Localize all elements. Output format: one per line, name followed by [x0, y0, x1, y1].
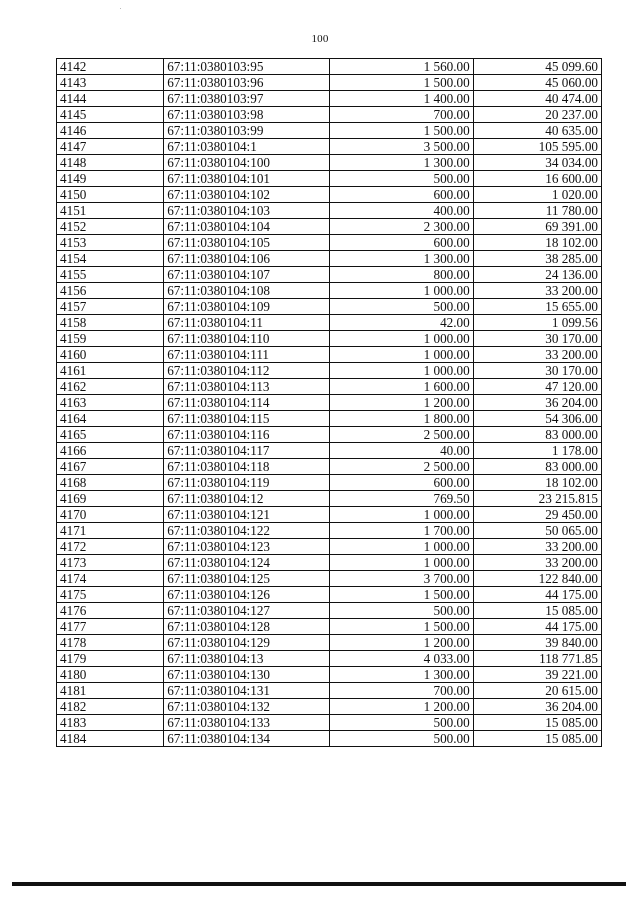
row-number-cell: 4169: [57, 491, 164, 507]
area-cell: 1 300.00: [330, 155, 473, 171]
area-cell: 1 200.00: [330, 699, 473, 715]
value-cell: 40 474.00: [473, 91, 601, 107]
cadastral-number-cell: 67:11:0380103:99: [164, 123, 330, 139]
value-cell: 30 170.00: [473, 331, 601, 347]
table-row: [57, 107, 602, 123]
scan-speck: [120, 8, 121, 9]
cadastral-number-cell: 67:11:0380104:13: [164, 651, 330, 667]
area-cell: 1 200.00: [330, 395, 473, 411]
cadastral-number-cell: 67:11:0380104:125: [164, 571, 330, 587]
row-number-cell: 4173: [57, 555, 164, 571]
value-cell: 105 595.00: [473, 139, 601, 155]
cadastral-number-cell: 67:11:0380103:96: [164, 75, 330, 91]
table-row: [57, 315, 602, 331]
value-cell: 47 120.00: [473, 379, 601, 395]
area-cell: 600.00: [330, 187, 473, 203]
area-cell: 1 500.00: [330, 123, 473, 139]
table-row: [57, 571, 602, 587]
value-cell: 44 175.00: [473, 619, 601, 635]
row-number-cell: 4149: [57, 171, 164, 187]
cadastral-number-cell: 67:11:0380103:95: [164, 59, 330, 75]
cadastral-number-cell: 67:11:0380104:124: [164, 555, 330, 571]
area-cell: 400.00: [330, 203, 473, 219]
area-cell: 1 800.00: [330, 411, 473, 427]
area-cell: 500.00: [330, 299, 473, 315]
cadastral-number-cell: 67:11:0380104:121: [164, 507, 330, 523]
value-cell: 83 000.00: [473, 459, 601, 475]
cadastral-number-cell: 67:11:0380104:102: [164, 187, 330, 203]
area-cell: 700.00: [330, 107, 473, 123]
value-cell: 54 306.00: [473, 411, 601, 427]
row-number-cell: 4151: [57, 203, 164, 219]
table-row: [57, 123, 602, 139]
table-row: [57, 491, 602, 507]
row-number-cell: 4182: [57, 699, 164, 715]
table-row: [57, 347, 602, 363]
table-row: [57, 619, 602, 635]
row-number-cell: 4146: [57, 123, 164, 139]
value-cell: 11 780.00: [473, 203, 601, 219]
area-cell: 1 500.00: [330, 75, 473, 91]
table-row: [57, 75, 602, 91]
table-row: [57, 539, 602, 555]
row-number-cell: 4144: [57, 91, 164, 107]
area-cell: 500.00: [330, 731, 473, 747]
table-row: [57, 587, 602, 603]
value-cell: 122 840.00: [473, 571, 601, 587]
area-cell: 1 300.00: [330, 251, 473, 267]
cadastral-number-cell: 67:11:0380104:117: [164, 443, 330, 459]
row-number-cell: 4154: [57, 251, 164, 267]
row-number-cell: 4184: [57, 731, 164, 747]
row-number-cell: 4156: [57, 283, 164, 299]
value-cell: 16 600.00: [473, 171, 601, 187]
area-cell: 1 200.00: [330, 635, 473, 651]
cadastral-number-cell: 67:11:0380104:109: [164, 299, 330, 315]
area-cell: 1 700.00: [330, 523, 473, 539]
value-cell: 33 200.00: [473, 347, 601, 363]
table-row: [57, 379, 602, 395]
cadastral-number-cell: 67:11:0380104:116: [164, 427, 330, 443]
row-number-cell: 4176: [57, 603, 164, 619]
cadastral-number-cell: 67:11:0380104:101: [164, 171, 330, 187]
table-row: [57, 91, 602, 107]
table-row: [57, 507, 602, 523]
table-row: [57, 235, 602, 251]
value-cell: 118 771.85: [473, 651, 601, 667]
table-row: [57, 635, 602, 651]
row-number-cell: 4180: [57, 667, 164, 683]
table-row: [57, 251, 602, 267]
area-cell: 3 500.00: [330, 139, 473, 155]
row-number-cell: 4167: [57, 459, 164, 475]
table-row: [57, 603, 602, 619]
value-cell: 83 000.00: [473, 427, 601, 443]
row-number-cell: 4181: [57, 683, 164, 699]
area-cell: 600.00: [330, 475, 473, 491]
area-cell: 769.50: [330, 491, 473, 507]
area-cell: 1 000.00: [330, 555, 473, 571]
table-row: [57, 203, 602, 219]
area-cell: 500.00: [330, 603, 473, 619]
row-number-cell: 4158: [57, 315, 164, 331]
table-row: [57, 331, 602, 347]
value-cell: 1 020.00: [473, 187, 601, 203]
row-number-cell: 4150: [57, 187, 164, 203]
cadastral-number-cell: 67:11:0380103:97: [164, 91, 330, 107]
row-number-cell: 4170: [57, 507, 164, 523]
value-cell: 33 200.00: [473, 555, 601, 571]
land-registry-table: [56, 58, 602, 747]
value-cell: 23 215.815: [473, 491, 601, 507]
cadastral-number-cell: 67:11:0380104:126: [164, 587, 330, 603]
cadastral-number-cell: 67:11:0380104:106: [164, 251, 330, 267]
table-row: [57, 283, 602, 299]
cadastral-number-cell: 67:11:0380104:105: [164, 235, 330, 251]
bottom-rule: [12, 882, 626, 886]
value-cell: 36 204.00: [473, 395, 601, 411]
row-number-cell: 4177: [57, 619, 164, 635]
row-number-cell: 4175: [57, 587, 164, 603]
area-cell: 500.00: [330, 715, 473, 731]
value-cell: 15 085.00: [473, 715, 601, 731]
value-cell: 50 065.00: [473, 523, 601, 539]
table-row: [57, 187, 602, 203]
value-cell: 33 200.00: [473, 539, 601, 555]
cadastral-number-cell: 67:11:0380104:130: [164, 667, 330, 683]
area-cell: 1 500.00: [330, 587, 473, 603]
cadastral-number-cell: 67:11:0380104:127: [164, 603, 330, 619]
area-cell: 2 300.00: [330, 219, 473, 235]
area-cell: 1 000.00: [330, 507, 473, 523]
cadastral-number-cell: 67:11:0380104:114: [164, 395, 330, 411]
cadastral-number-cell: 67:11:0380104:112: [164, 363, 330, 379]
row-number-cell: 4183: [57, 715, 164, 731]
value-cell: 36 204.00: [473, 699, 601, 715]
cadastral-number-cell: 67:11:0380104:133: [164, 715, 330, 731]
row-number-cell: 4159: [57, 331, 164, 347]
table-row: [57, 395, 602, 411]
table-row: [57, 667, 602, 683]
cadastral-number-cell: 67:11:0380104:111: [164, 347, 330, 363]
table-row: [57, 731, 602, 747]
table-row: [57, 363, 602, 379]
value-cell: 33 200.00: [473, 283, 601, 299]
row-number-cell: 4143: [57, 75, 164, 91]
table-row: [57, 459, 602, 475]
row-number-cell: 4152: [57, 219, 164, 235]
table-row: [57, 427, 602, 443]
area-cell: 1 000.00: [330, 539, 473, 555]
table-row: [57, 651, 602, 667]
value-cell: 40 635.00: [473, 123, 601, 139]
area-cell: 1 000.00: [330, 331, 473, 347]
cadastral-number-cell: 67:11:0380104:134: [164, 731, 330, 747]
area-cell: 800.00: [330, 267, 473, 283]
cadastral-number-cell: 67:11:0380104:107: [164, 267, 330, 283]
area-cell: 1 000.00: [330, 363, 473, 379]
row-number-cell: 4172: [57, 539, 164, 555]
table-row: [57, 411, 602, 427]
table-row: [57, 475, 602, 491]
cadastral-number-cell: 67:11:0380104:129: [164, 635, 330, 651]
area-cell: 1 600.00: [330, 379, 473, 395]
row-number-cell: 4168: [57, 475, 164, 491]
cadastral-number-cell: 67:11:0380104:1: [164, 139, 330, 155]
area-cell: 1 400.00: [330, 91, 473, 107]
cadastral-number-cell: 67:11:0380104:108: [164, 283, 330, 299]
value-cell: 15 085.00: [473, 731, 601, 747]
area-cell: 2 500.00: [330, 459, 473, 475]
value-cell: 38 285.00: [473, 251, 601, 267]
row-number-cell: 4157: [57, 299, 164, 315]
value-cell: 45 099.60: [473, 59, 601, 75]
cadastral-number-cell: 67:11:0380104:110: [164, 331, 330, 347]
value-cell: 1 178.00: [473, 443, 601, 459]
row-number-cell: 4145: [57, 107, 164, 123]
row-number-cell: 4179: [57, 651, 164, 667]
cadastral-number-cell: 67:11:0380104:132: [164, 699, 330, 715]
table-row: [57, 155, 602, 171]
cadastral-number-cell: 67:11:0380104:131: [164, 683, 330, 699]
table-row: [57, 523, 602, 539]
table-row: [57, 715, 602, 731]
table-row: [57, 219, 602, 235]
table-row: [57, 171, 602, 187]
row-number-cell: 4163: [57, 395, 164, 411]
table-row: [57, 699, 602, 715]
row-number-cell: 4160: [57, 347, 164, 363]
page-number: 100: [311, 33, 329, 45]
value-cell: 15 085.00: [473, 603, 601, 619]
cadastral-number-cell: 67:11:0380104:123: [164, 539, 330, 555]
area-cell: 1 560.00: [330, 59, 473, 75]
row-number-cell: 4166: [57, 443, 164, 459]
area-cell: 2 500.00: [330, 427, 473, 443]
row-number-cell: 4171: [57, 523, 164, 539]
row-number-cell: 4148: [57, 155, 164, 171]
cadastral-number-cell: 67:11:0380103:98: [164, 107, 330, 123]
row-number-cell: 4174: [57, 571, 164, 587]
value-cell: 34 034.00: [473, 155, 601, 171]
area-cell: 1 000.00: [330, 347, 473, 363]
row-number-cell: 4161: [57, 363, 164, 379]
area-cell: 40.00: [330, 443, 473, 459]
table-row: [57, 59, 602, 75]
table-body: [57, 59, 602, 747]
table-row: [57, 267, 602, 283]
value-cell: 18 102.00: [473, 475, 601, 491]
table-row: [57, 683, 602, 699]
value-cell: 45 060.00: [473, 75, 601, 91]
value-cell: 30 170.00: [473, 363, 601, 379]
row-number-cell: 4147: [57, 139, 164, 155]
area-cell: 42.00: [330, 315, 473, 331]
value-cell: 24 136.00: [473, 267, 601, 283]
row-number-cell: 4155: [57, 267, 164, 283]
value-cell: 20 615.00: [473, 683, 601, 699]
table-row: [57, 299, 602, 315]
cadastral-number-cell: 67:11:0380104:122: [164, 523, 330, 539]
area-cell: 1 000.00: [330, 283, 473, 299]
value-cell: 69 391.00: [473, 219, 601, 235]
row-number-cell: 4165: [57, 427, 164, 443]
value-cell: 20 237.00: [473, 107, 601, 123]
area-cell: 500.00: [330, 171, 473, 187]
value-cell: 44 175.00: [473, 587, 601, 603]
cadastral-number-cell: 67:11:0380104:115: [164, 411, 330, 427]
row-number-cell: 4153: [57, 235, 164, 251]
area-cell: 600.00: [330, 235, 473, 251]
value-cell: 1 099.56: [473, 315, 601, 331]
cadastral-number-cell: 67:11:0380104:118: [164, 459, 330, 475]
cadastral-number-cell: 67:11:0380104:11: [164, 315, 330, 331]
table-row: [57, 139, 602, 155]
row-number-cell: 4178: [57, 635, 164, 651]
row-number-cell: 4142: [57, 59, 164, 75]
area-cell: 4 033.00: [330, 651, 473, 667]
area-cell: 700.00: [330, 683, 473, 699]
row-number-cell: 4164: [57, 411, 164, 427]
value-cell: 39 840.00: [473, 635, 601, 651]
value-cell: 18 102.00: [473, 235, 601, 251]
area-cell: 3 700.00: [330, 571, 473, 587]
row-number-cell: 4162: [57, 379, 164, 395]
cadastral-number-cell: 67:11:0380104:113: [164, 379, 330, 395]
table-row: [57, 443, 602, 459]
value-cell: 39 221.00: [473, 667, 601, 683]
cadastral-number-cell: 67:11:0380104:119: [164, 475, 330, 491]
cadastral-number-cell: 67:11:0380104:128: [164, 619, 330, 635]
area-cell: 1 300.00: [330, 667, 473, 683]
area-cell: 1 500.00: [330, 619, 473, 635]
cadastral-number-cell: 67:11:0380104:100: [164, 155, 330, 171]
value-cell: 29 450.00: [473, 507, 601, 523]
cadastral-number-cell: 67:11:0380104:103: [164, 203, 330, 219]
value-cell: 15 655.00: [473, 299, 601, 315]
cadastral-number-cell: 67:11:0380104:104: [164, 219, 330, 235]
cadastral-number-cell: 67:11:0380104:12: [164, 491, 330, 507]
table-row: [57, 555, 602, 571]
